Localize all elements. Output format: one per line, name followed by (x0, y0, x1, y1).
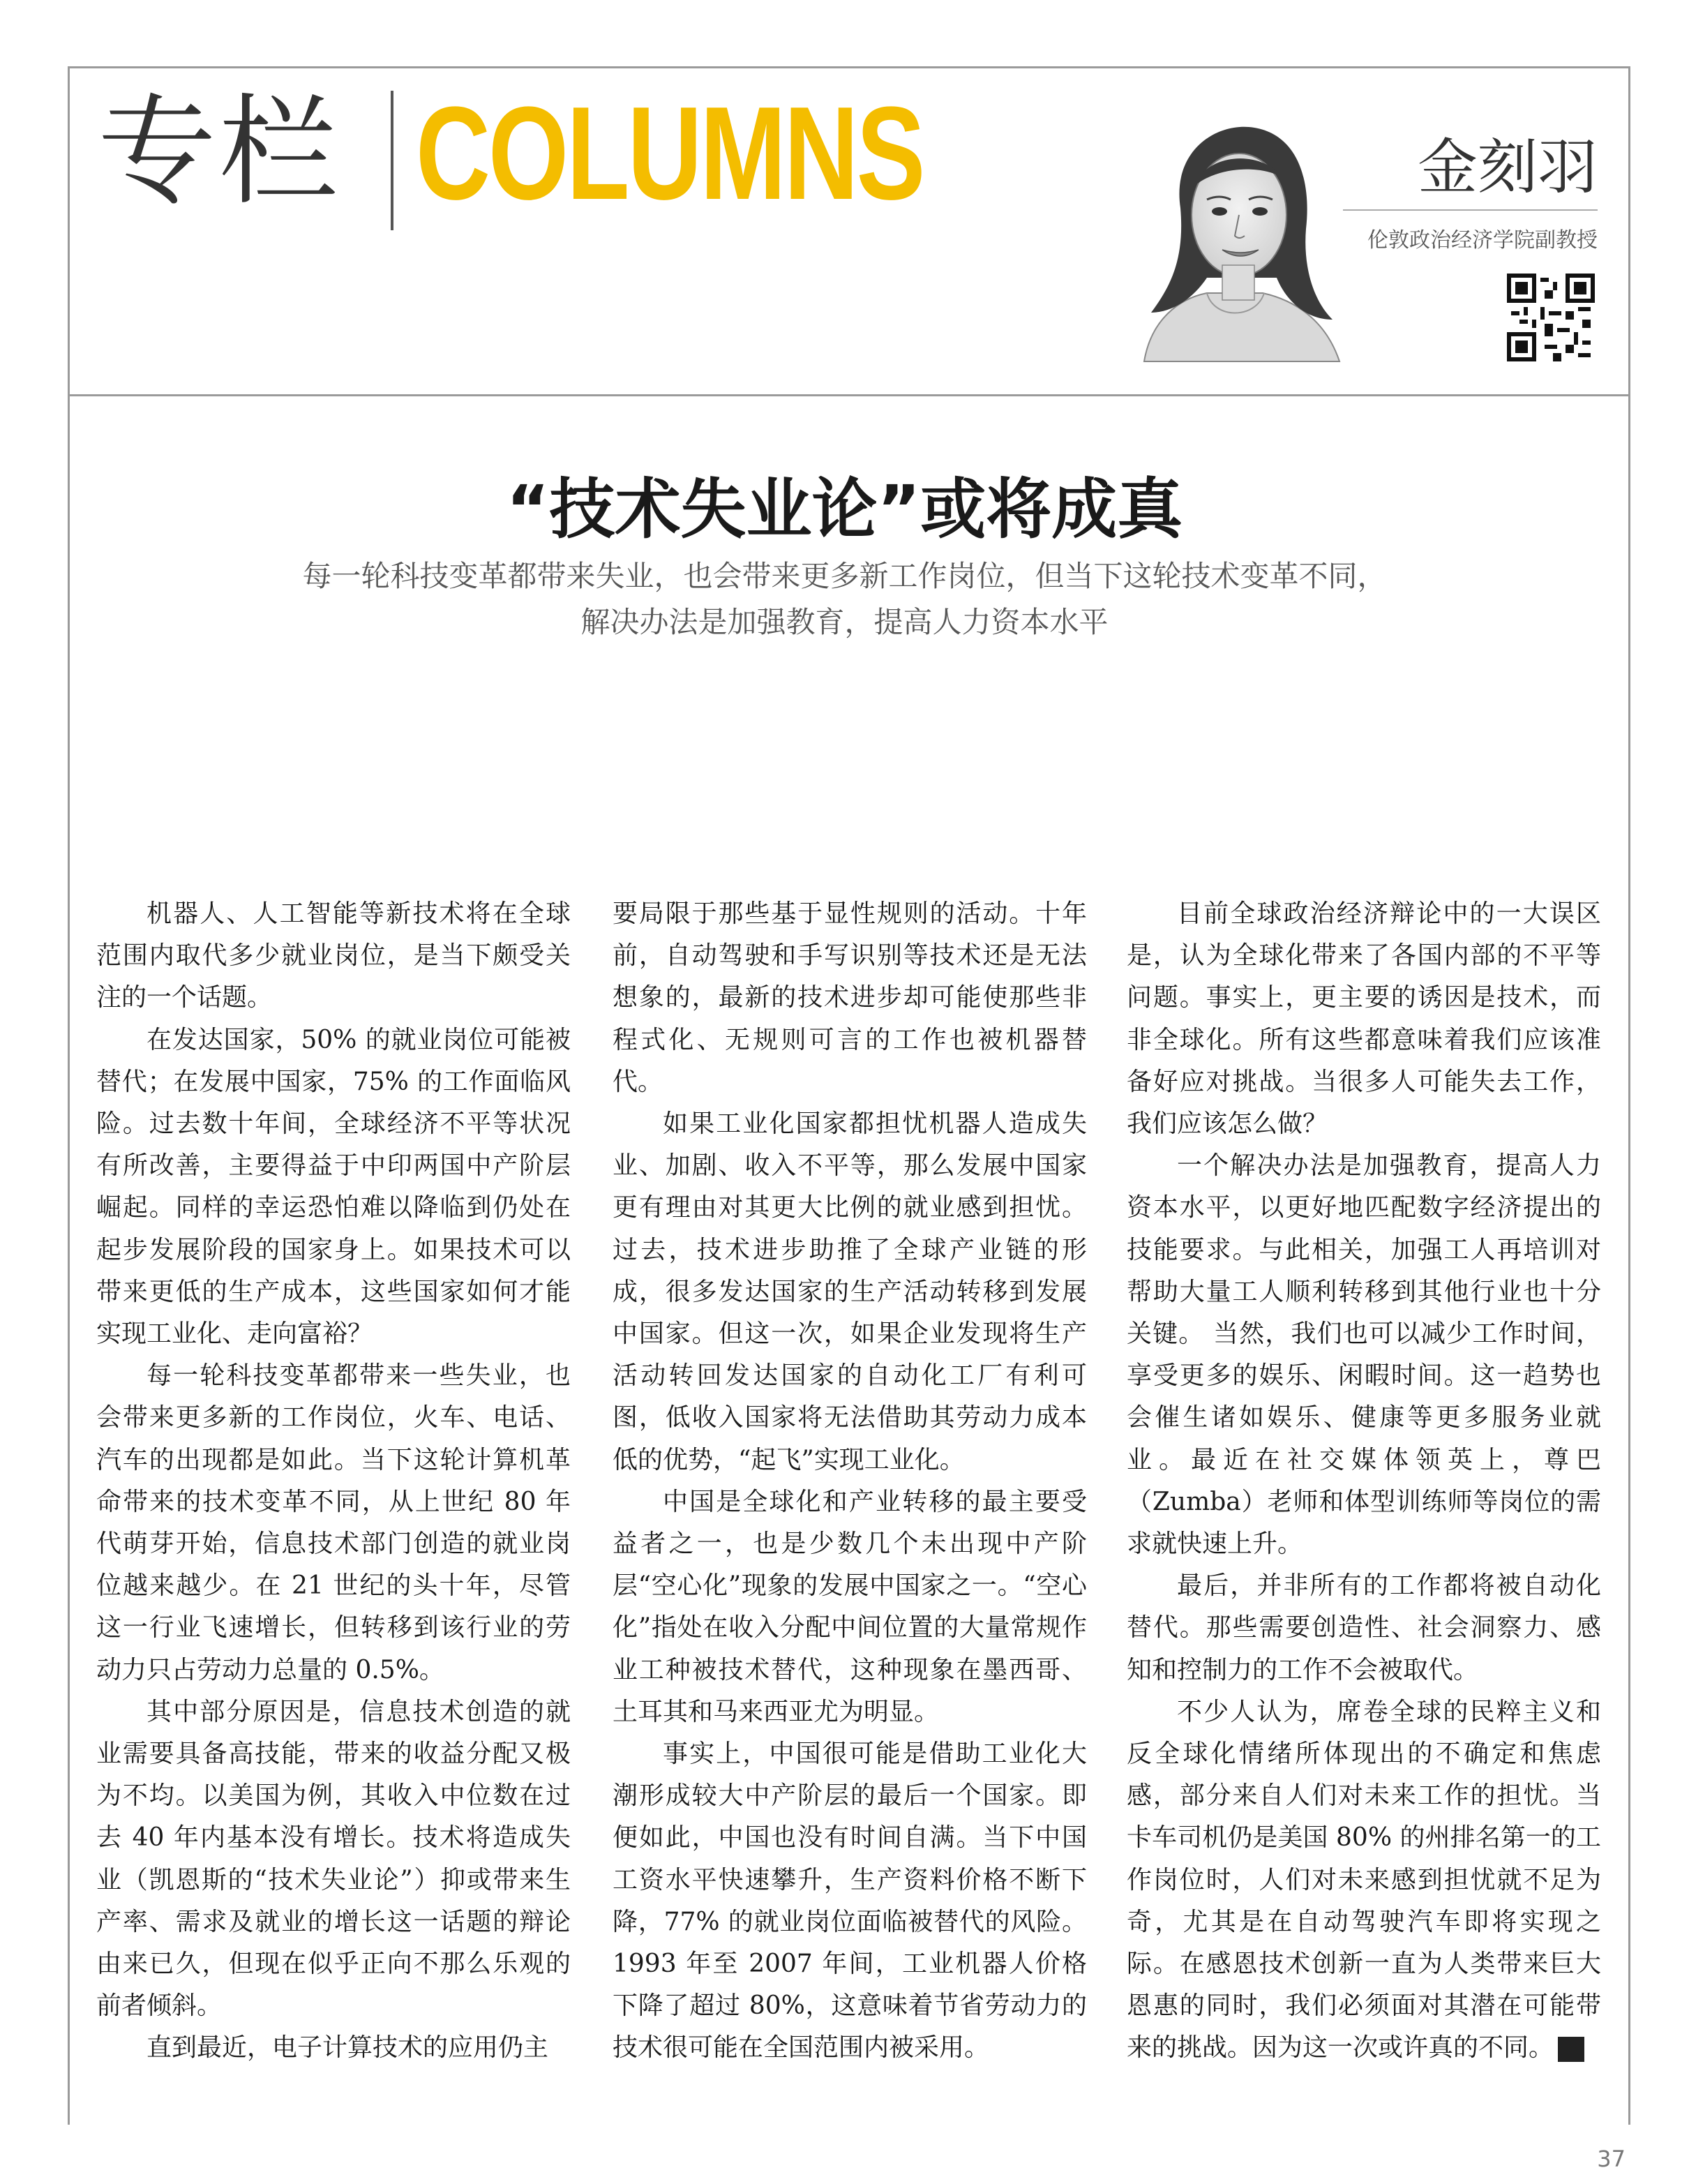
paragraph: 机器人、人工智能等新技术将在全球范围内取代多少就业岗位，是当下颇受关注的一个话题。 (96, 899, 571, 1012)
end-mark-icon: 新 (1558, 2037, 1584, 2062)
paragraph: 如果工业化国家都担忧机器人造成失业、加剧、收入不平等，那么发展中国家更有理由对其更大比例的就业感到担忧。过去，技术进步助推了全球产业链的形成，很多发达国家的生产活动转移到发展中国家。但这一次，如果企业发现将生产活动转回发达国家的自动化工厂有利可图，低收入国家将无法借助其劳动力成本低的优势，“起飞”实现工业化。 (613, 1109, 1087, 1474)
paragraph: 一个解决办法是加强教育，提高人力资本水平，以更好地匹配数字经济提出的技能要求。与此相关，加强工人再培训对帮助大量工人顺利转移到其他行业也十分关键。 当然，我们也可以减少工作时间，享受更多的娱乐、闲暇时间。这一趋势也会催生诸如娱乐、健康等更多服务业就业。最近在社交媒体领英上，尊巴（Zumba）老师和体型训练师等岗位的需求就快速上升。 (1127, 1151, 1601, 1559)
paragraph-final-text: 不少人认为，席卷全球的民粹主义和反全球化情绪所体现出的不确定和焦虑感，部分来自人们对未来工作的担忧。当卡车司机仍是美国 80% 的州排名第一的工作岗位时，人们对未来感到担忧就不足为奇，尤其是在自动驾驶汽车即将实现之际。在感恩技术创新一直为人类带来巨大恩惠的同时，我们必须面对其潜在可能带来的挑战。因为这一次或许真的不同。 (1127, 1697, 1601, 2063)
paragraph: 直到最近，电子计算技术的应用仍主 (147, 2033, 549, 2063)
paragraph-final (1127, 1691, 1626, 2070)
body-column-2 (613, 893, 1087, 2070)
paragraph: 其中部分原因是，信息技术创造的就业需要具备高技能，带来的收益分配又极为不均。以美国为例，其收入中位数在过去 40 年内基本没有增长。技术将造成失业（凯恩斯的“技术失业论”）抑或带来生产率、需求及就业的增长这一话题的辩论由来已久，但现在似乎正向不那么乐观的前者倾斜。 (96, 1697, 571, 2021)
paragraph: 每一轮科技变革都带来一些失业，也会带来更多新的工作岗位，火车、电话、汽车的出现都是如此。当下这轮计算机革命带来的技术变革不同，从上世纪 80 年代萌芽开始，信息技术部门创造的就业岗位越来越少。在 21 世纪的头十年，尽管这一行业飞速增长，但转移到该行业的劳动力只占劳动力总量的 0.5%。 (96, 1361, 571, 1684)
article-subtitle-line-2: 解决办法是加强教育，提高人力资本水平 (580, 605, 1109, 639)
page-number: 37 (1597, 2146, 1626, 2172)
paragraph: 在发达国家，50% 的就业岗位可能被替代；在发展中国家，75% 的工作面临风险。过去数十年间，全球经济不平等状况有所改善，主要得益于中印两国中产阶层崛起。同样的幸运恐怕难以降临到仍处在起步发展阶段的国家身上。如果技术可以带来更低的生产成本，这些国家如何才能实现工业化、走向富裕？ (96, 1025, 571, 1349)
section-label-en: COLUMNS (416, 80, 924, 227)
paragraph: 中国是全球化和产业转移的最主要受益者之一，也是少数几个未出现中产阶层“空心化”现象的发展中国家之一。“空心化”指处在收入分配中间位置的大量常规作业工种被技术替代，这种现象在墨西哥、土耳其和马来西亚尤为明显。 (613, 1487, 1087, 1726)
author-divider (1343, 209, 1598, 211)
paragraph-continued: 要局限于那些基于显性规则的活动。十年前，自动驾驶和手写识别等技术还是无法想象的，最新的技术进步却可能使那些非程式化、无规则可言的工作也被机器替代。 (613, 899, 1087, 1096)
page-frame-left (68, 66, 70, 2125)
section-label-cn: 专栏 (98, 83, 341, 221)
paragraph: 最后，并非所有的工作都将被自动化替代。那些需要创造性、社会洞察力、感知和控制力的工作不会被取代。 (1127, 1571, 1601, 1684)
paragraph: 事实上，中国很可能是借助工业化大潮形成较大中产阶层的最后一个国家。即便如此，中国也没有时间自满。当下中国工资水平快速攀升，生产资料价格不断下降，77% 的就业岗位面临被替代的风险。1993 年至 2007 年间，工业机器人价格下降了超过 80%，这意味着节省劳动力的技术很可能在全国范围内被采用。 (613, 1740, 1087, 2063)
author-name: 金刻羽 (1418, 133, 1598, 202)
qr-code[interactable] (1507, 274, 1595, 361)
body-column-3 (1127, 893, 1626, 2070)
header-divider (68, 394, 1630, 396)
section-divider (391, 91, 393, 230)
paragraph: 目前全球政治经济辩论中的一大误区是，认为全球化带来了各国内部的不平等问题。事实上，更主要的诱因是技术，而非全球化。所有这些都意味着我们应该准备好应对挑战。当很多人可能失去工作，我们应该怎么做？ (1127, 899, 1601, 1139)
author-portrait-sketch (1102, 110, 1367, 368)
page-frame-right (1628, 66, 1630, 2125)
page-frame-top (68, 66, 1630, 68)
body-column-1 (96, 893, 571, 2070)
article-title: “技术失业论”或将成真 (506, 472, 1183, 548)
article-subtitle-line-1: 每一轮科技变革都带来失业，也会带来更多新工作岗位，但当下这轮技术变革不同， (302, 559, 1387, 593)
author-title: 伦敦政治经济学院副教授 (1367, 228, 1598, 253)
